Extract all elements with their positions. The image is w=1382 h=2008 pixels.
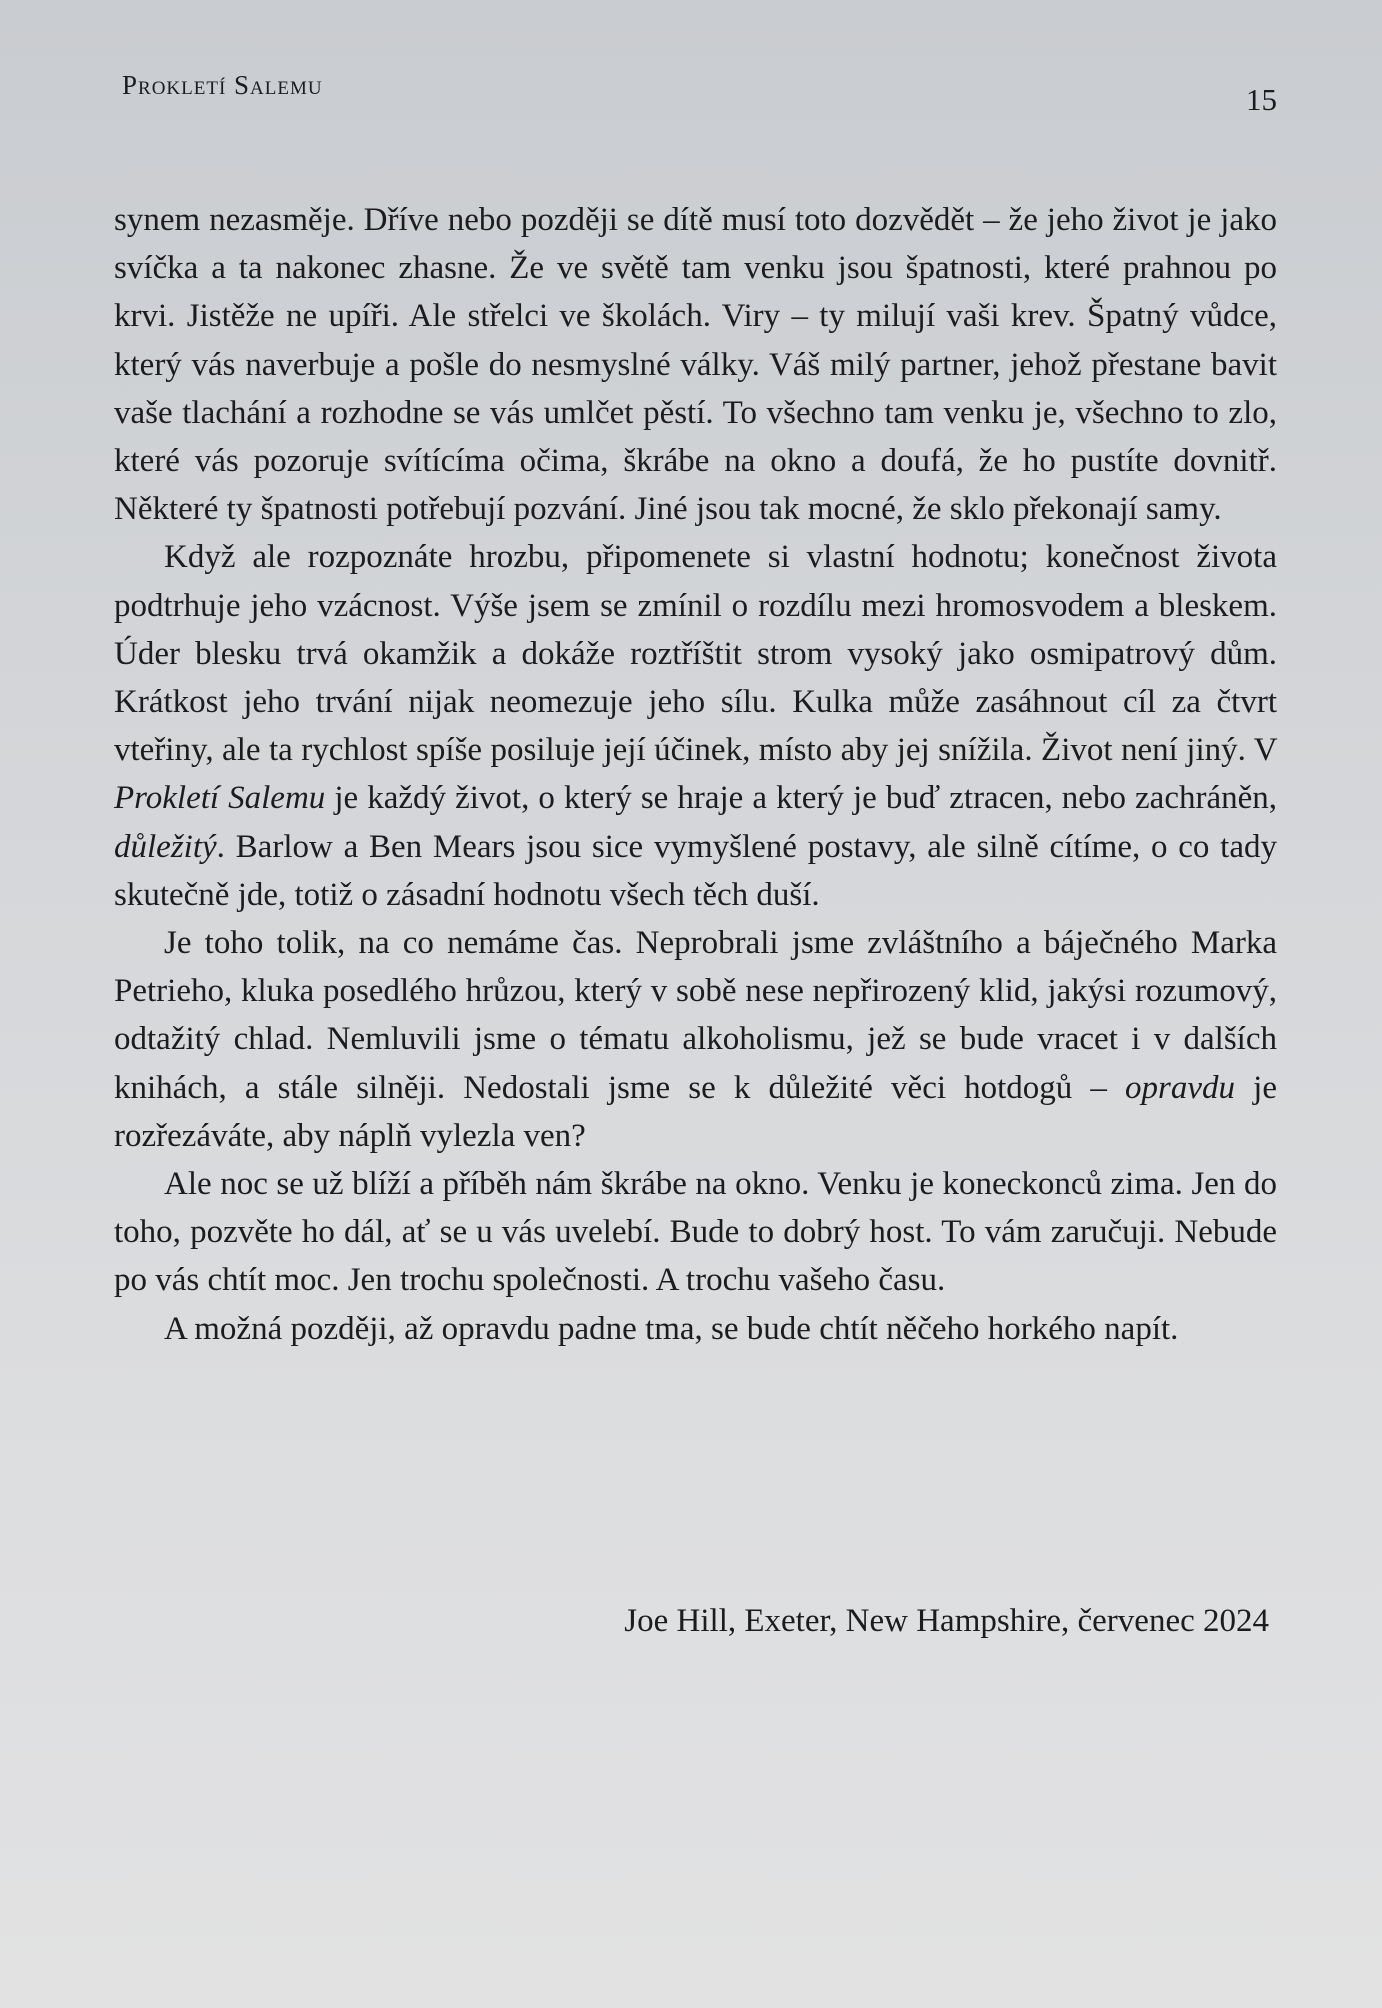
page-number: 15 bbox=[1246, 82, 1277, 117]
text-segment: je každý život, o který se hraje a který je buď ztracen, nebo zachráněn, bbox=[325, 780, 1277, 817]
text-segment: A možná později, až opravdu padne tma, se bude chtít něčeho horkého napít. bbox=[164, 1310, 1179, 1347]
text-segment: Je toho tolik, na co nemáme čas. Neprobrali jsme zvláštního a báječného Marka Petrieho, kluka posedlého hrůzou, který v sobě nese nepřirozený klid, jakýsi rozumový, odtažitý chlad. Nemluvili jsme o tématu alkoholismu, jež se bude vracet i v dalších knihách, a stále silněji. Nedostali jsme se k důležité věci hotdogů – bbox=[114, 925, 1277, 1106]
paragraph-5 bbox=[114, 1305, 1277, 1353]
text-segment: je rozřezáváte, aby náplň vylezla ven? bbox=[114, 1069, 1277, 1154]
text-segment: Když ale rozpoznáte hrozbu, připomenete si vlastní hodnotu; konečnost života podtrhuje jeho vzácnost. Výše jsem se zmínil o rozdílu mezi hromosvodem a bleskem. Úder blesku trvá okamžik a dokáže roztříštit strom vysoký jako osmipatrový dům. Krátkost jeho trvání nijak neomezuje jeho sílu. Kulka může zasáhnout cíl za čtvrt vteřiny, ale ta rychlost spíše posiluje její účinek, místo aby jej snížila. Život není jiný. V bbox=[114, 539, 1277, 769]
running-head-title: Prokletí Salemu bbox=[122, 70, 323, 100]
paragraph-1 bbox=[114, 196, 1277, 533]
paragraph-3 bbox=[114, 919, 1277, 1160]
paragraph-2 bbox=[114, 533, 1277, 919]
text-segment: synem nezasměje. Dříve nebo později se dítě musí toto dozvědět – že jeho život je jako svíčka a ta nakonec zhasne. Že ve světě tam venku jsou špatnosti, které prahnou po krvi. Jistěže ne upíři. Ale střelci ve školách. Viry – ty milují vaši krev. Špatný vůdce, který vás naverbuje a pošle do nesmyslné války. Váš milý partner, jehož přestane bavit vaše tlachání a rozhodne se vás umlčet pěstí. To všechno tam venku je, všechno to zlo, které vás pozoruje svítícíma očima, škrábe na okno a doufá, že ho pustíte dovnitř. Některé ty špatnosti potřebují pozvání. Jiné jsou tak mocné, že sklo překonají samy. bbox=[114, 202, 1277, 528]
emphasis-italic: důležitý bbox=[114, 828, 217, 865]
text-segment: Ale noc se už blíží a příběh nám škrábe na okno. Venku je koneckonců zima. Jen do toho, pozvěte ho dál, ať se u vás uvelebí. Bude to dobrý host. To vám zaručuji. Nebude po vás chtít moc. Jen trochu společnosti. A trochu vašeho času. bbox=[114, 1166, 1277, 1299]
text-segment: . Barlow a Ben Mears jsou sice vymyšlené postavy, ale silně cítíme, o co tady skutečně jde, totiž o zásadní hodnotu všech těch duší. bbox=[114, 828, 1277, 913]
paragraph-4 bbox=[114, 1160, 1277, 1305]
book-title-italic: Prokletí Salemu bbox=[114, 780, 326, 817]
author-signature-line: Joe Hill, Exeter, New Hampshire, červenec 2024 bbox=[624, 1603, 1269, 1639]
body-text bbox=[114, 196, 1277, 1353]
emphasis-italic: opravdu bbox=[1125, 1069, 1236, 1106]
